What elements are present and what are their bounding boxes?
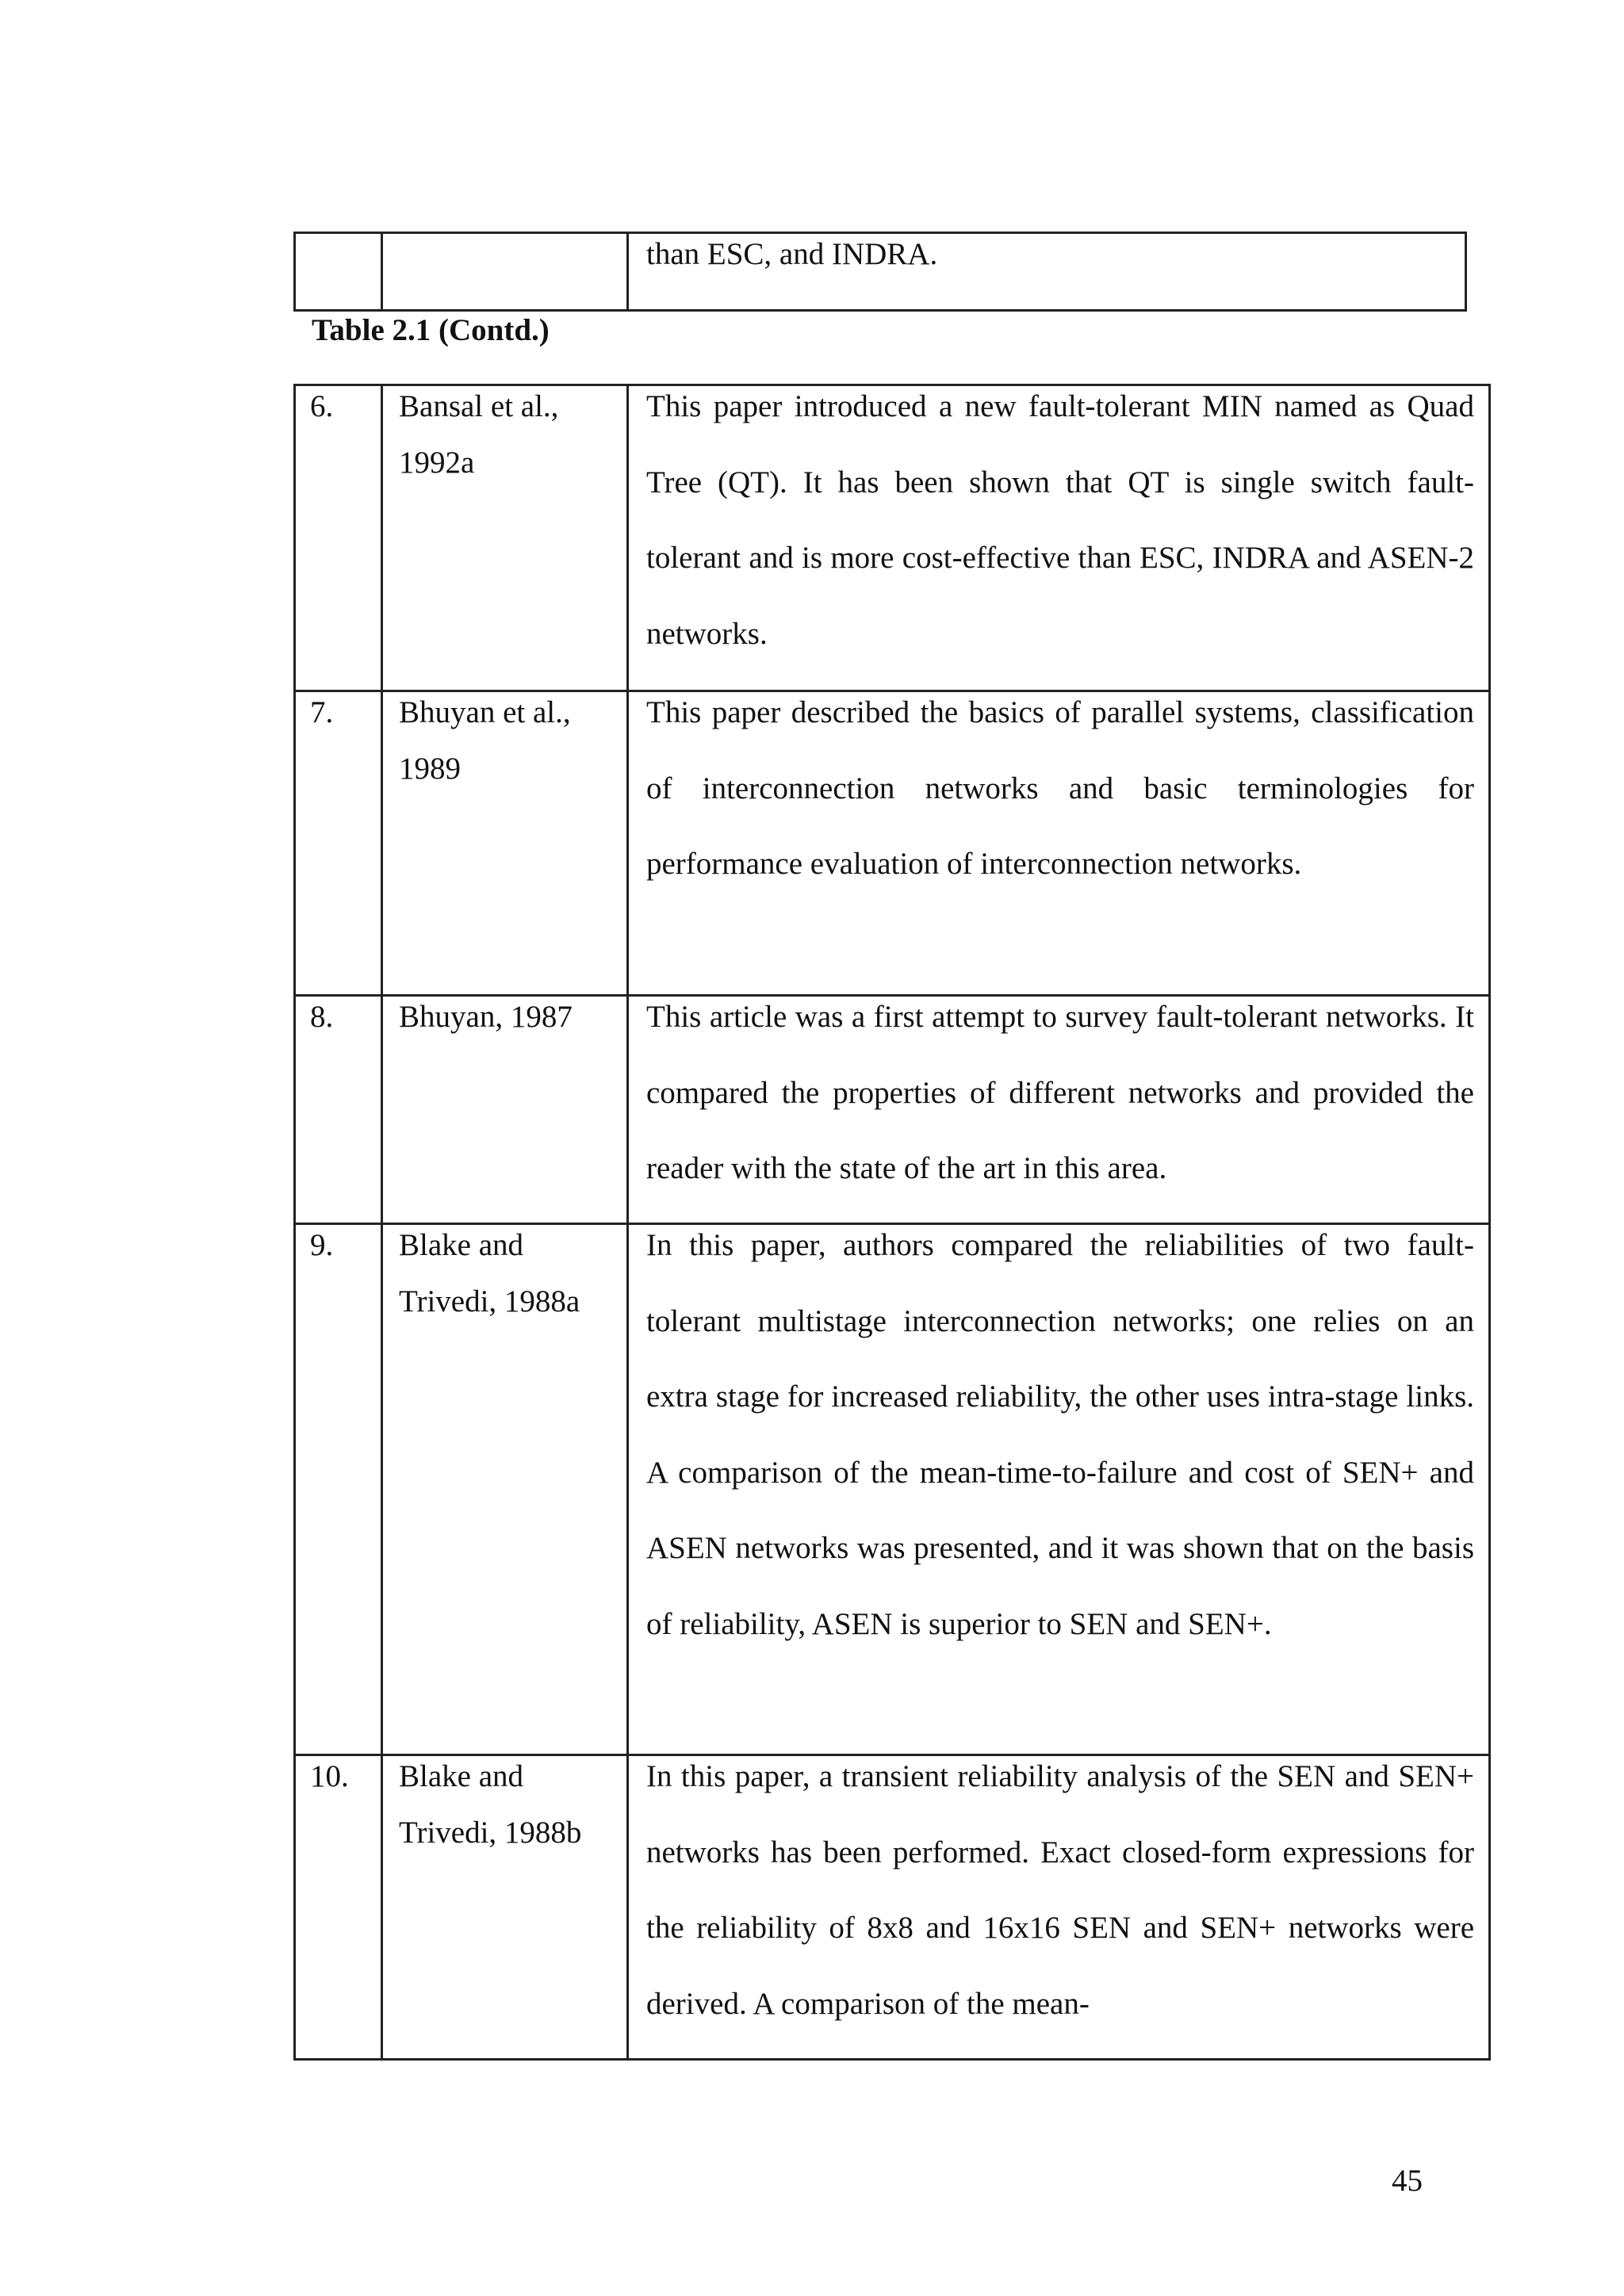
- summary-cell: [628, 691, 1490, 996]
- table-row: [295, 691, 1490, 996]
- table-row: [295, 233, 1466, 311]
- reference-cell: [382, 996, 628, 1224]
- reference-line: Bansal et al.,: [399, 389, 559, 423]
- reference-line: Bhuyan et al.,: [399, 695, 571, 729]
- table-row: [295, 1755, 1490, 2060]
- table-caption: Table 2.1 (Contd.): [312, 313, 550, 347]
- serial-cell: [295, 691, 382, 996]
- summary-text: This paper introduced a new fault-tolerant MIN named as Quad Tree (QT). It has been shown that QT is single switch fault-tolerant and is more cost-effective than ESC, INDRA and ASEN-2 networks.: [646, 389, 1474, 651]
- literature-table: [293, 384, 1491, 2061]
- reference-cell: [382, 1224, 628, 1755]
- serial-number: 7.: [310, 695, 334, 729]
- summary-text: This paper described the basics of parallel systems, classification of interconnection networks and basic terminologies for performance evaluation of interconnection networks.: [646, 695, 1474, 881]
- table-row: [295, 385, 1490, 691]
- serial-cell: [295, 996, 382, 1224]
- serial-number: 9.: [310, 1228, 334, 1262]
- page-number: 45: [1392, 2164, 1423, 2198]
- summary-cell: [628, 996, 1490, 1224]
- reference-cell: [382, 385, 628, 691]
- serial-cell: [295, 385, 382, 691]
- table-fragment-top: [293, 232, 1467, 312]
- summary-text: than ESC, and INDRA.: [646, 237, 938, 271]
- reference-line: Bhuyan, 1987: [399, 1000, 573, 1034]
- reference-line: Blake and: [399, 1228, 524, 1262]
- serial-number: 10.: [310, 1759, 349, 1793]
- summary-cell: [628, 385, 1490, 691]
- serial-cell: [295, 233, 382, 311]
- reference-line: Blake and: [399, 1759, 524, 1793]
- reference-line: 1992a: [399, 446, 475, 480]
- table-row: [295, 1224, 1490, 1755]
- serial-number: 6.: [310, 389, 334, 423]
- summary-text: In this paper, authors compared the reliabilities of two fault-tolerant multistage interconnection networks; one relies on an extra stage for increased reliability, the other uses intra-stage links. A comparison of the mean-time-to-failure and cost of SEN+ and ASEN networks was presented, and it was shown that on the basis of reliability, ASEN is superior to SEN and SEN+.: [646, 1228, 1474, 1641]
- reference-line: Trivedi, 1988b: [399, 1816, 582, 1850]
- serial-number: 8.: [310, 1000, 334, 1034]
- reference-cell: [382, 691, 628, 996]
- reference-line: Trivedi, 1988a: [399, 1284, 580, 1318]
- summary-cell: [628, 1224, 1490, 1755]
- table-row: [295, 996, 1490, 1224]
- summary-text: In this paper, a transient reliability analysis of the SEN and SEN+ networks has been performed. Exact closed-form expressions for the reliability of 8x8 and 16x16 SEN and SEN+ networks were derived. A comparison of the mean-: [646, 1759, 1474, 2021]
- reference-cell: [382, 233, 628, 311]
- reference-cell: [382, 1755, 628, 2060]
- summary-cell: [628, 233, 1466, 311]
- summary-text: This article was a first attempt to survey fault-tolerant networks. It compared the properties of different networks and provided the reader with the state of the art in this area.: [646, 1000, 1474, 1185]
- reference-line: 1989: [399, 752, 461, 786]
- serial-cell: [295, 1224, 382, 1755]
- serial-cell: [295, 1755, 382, 2060]
- summary-cell: [628, 1755, 1490, 2060]
